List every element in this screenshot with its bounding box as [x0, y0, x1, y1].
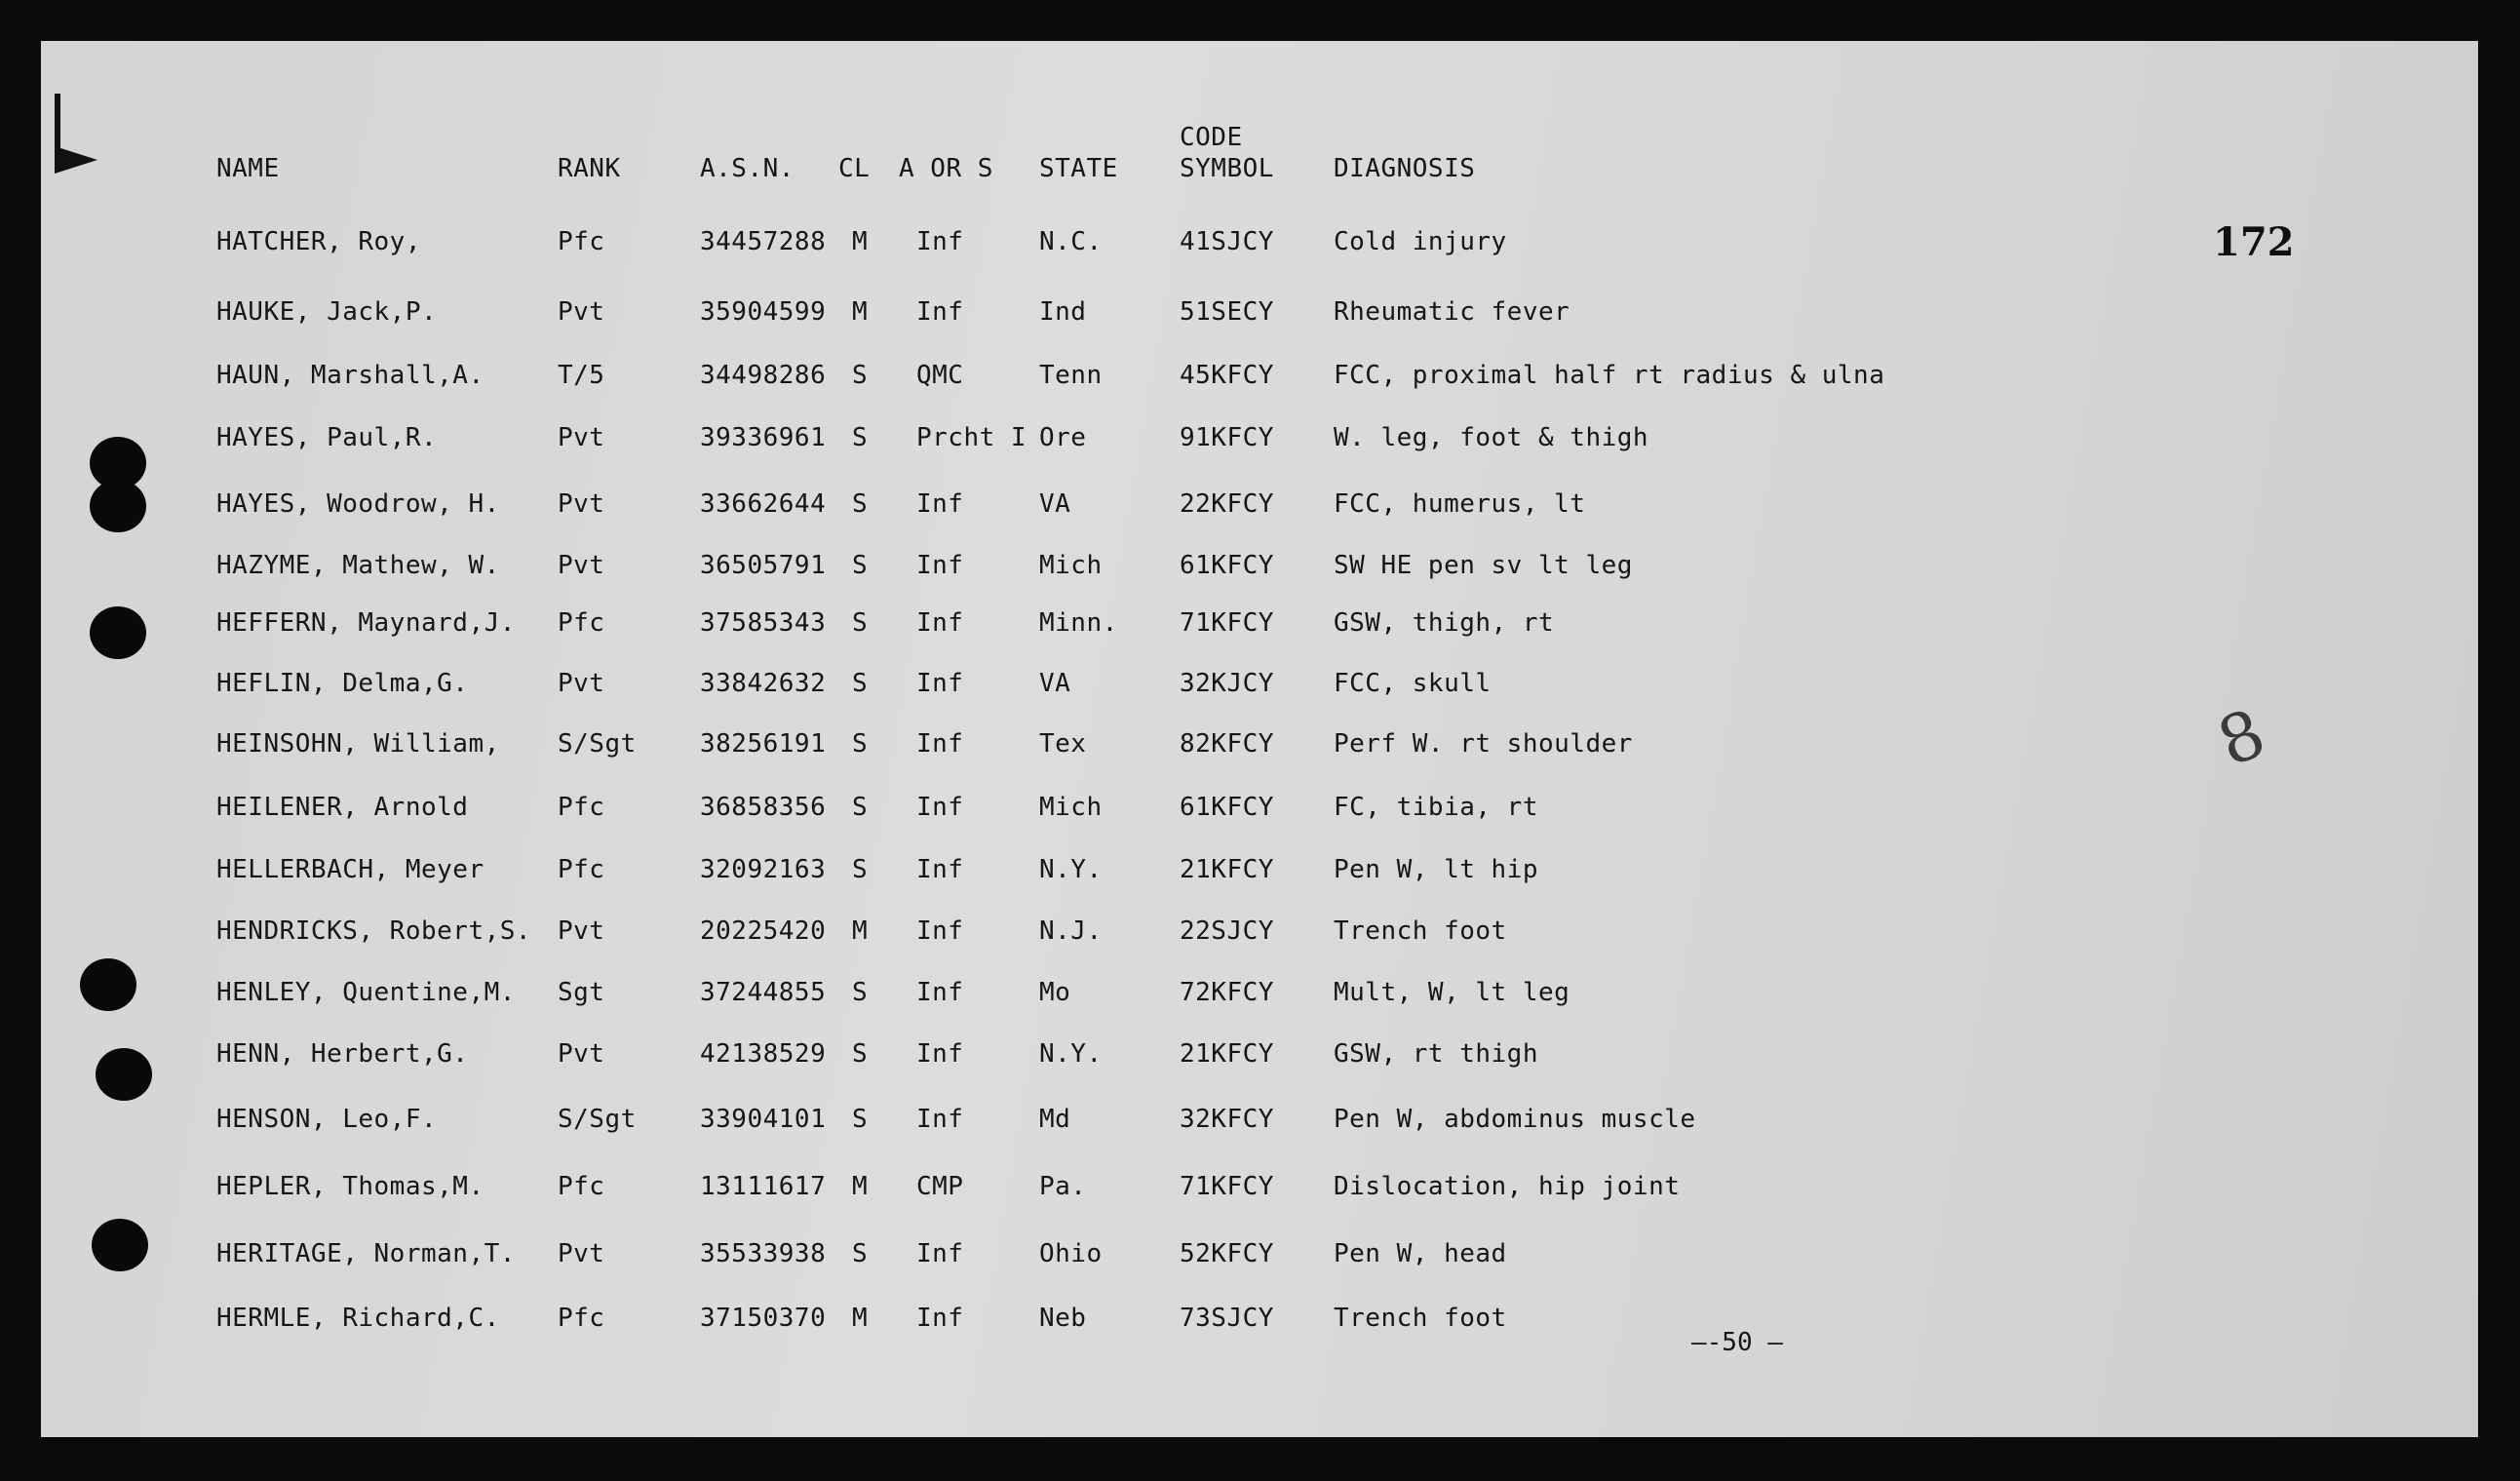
row-code: 61KFCY — [1180, 793, 1274, 822]
row-diagnosis: FCC, proximal half rt radius & ulna — [1334, 361, 1885, 390]
row-state: Mich — [1039, 551, 1103, 580]
row-name: HAYES, Woodrow, H. — [216, 489, 500, 519]
row-name: HERMLE, Richard,C. — [216, 1304, 500, 1333]
row-diagnosis: Pen W, head — [1334, 1239, 1507, 1268]
margin-tick — [55, 94, 60, 172]
row-asn: 42138529 — [700, 1039, 827, 1069]
row-state: N.J. — [1039, 916, 1103, 946]
row-state: Tex — [1039, 729, 1087, 759]
row-asn: 37244855 — [700, 978, 827, 1007]
row-asn: 36858356 — [700, 793, 827, 822]
header-cl: CL — [838, 154, 871, 183]
row-rank: Pfc — [558, 855, 605, 884]
row-code: 82KFCY — [1180, 729, 1274, 759]
row-cl: S — [852, 855, 869, 884]
punch-hole — [90, 606, 146, 659]
header-name: NAME — [216, 154, 280, 183]
row-name: HELLERBACH, Meyer — [216, 855, 485, 884]
row-name: HAUN, Marshall,A. — [216, 361, 485, 390]
row-a-or-s: Inf — [916, 297, 964, 327]
row-a-or-s: CMP — [916, 1172, 964, 1201]
row-cl: M — [852, 227, 869, 256]
row-a-or-s: Inf — [916, 551, 964, 580]
row-name: HENSON, Leo,F. — [216, 1105, 438, 1134]
row-rank: Sgt — [558, 978, 605, 1007]
row-a-or-s: Inf — [916, 729, 964, 759]
row-code: 41SJCY — [1180, 227, 1274, 256]
header-diagnosis: DIAGNOSIS — [1334, 154, 1476, 183]
row-a-or-s: Inf — [916, 978, 964, 1007]
row-asn: 34498286 — [700, 361, 827, 390]
row-diagnosis: W. leg, foot & thigh — [1334, 423, 1649, 452]
row-rank: Pfc — [558, 227, 605, 256]
row-asn: 32092163 — [700, 855, 827, 884]
row-a-or-s: Inf — [916, 227, 964, 256]
row-cl: S — [852, 729, 869, 759]
row-asn: 33904101 — [700, 1105, 827, 1134]
row-code: 32KFCY — [1180, 1105, 1274, 1134]
row-name: HAYES, Paul,R. — [216, 423, 438, 452]
row-a-or-s: Inf — [916, 793, 964, 822]
row-rank: S/Sgt — [558, 1105, 637, 1134]
row-a-or-s: Inf — [916, 608, 964, 638]
row-name: HERITAGE, Norman,T. — [216, 1239, 516, 1268]
row-rank: Pfc — [558, 793, 605, 822]
row-a-or-s: Prcht I — [916, 423, 1027, 452]
row-a-or-s: Inf — [916, 916, 964, 946]
row-asn: 36505791 — [700, 551, 827, 580]
row-state: Ore — [1039, 423, 1087, 452]
row-state: Minn. — [1039, 608, 1118, 638]
row-diagnosis: Pen W, abdominus muscle — [1334, 1105, 1696, 1134]
row-state: Pa. — [1039, 1172, 1087, 1201]
row-code: 61KFCY — [1180, 551, 1274, 580]
row-code: 73SJCY — [1180, 1304, 1274, 1333]
row-cl: M — [852, 1172, 869, 1201]
row-cl: S — [852, 1239, 869, 1268]
row-code: 22SJCY — [1180, 916, 1274, 946]
row-diagnosis: FC, tibia, rt — [1334, 793, 1538, 822]
punch-hole — [96, 1048, 152, 1101]
margin-arrow-icon — [55, 146, 97, 174]
row-a-or-s: Inf — [916, 1304, 964, 1333]
row-state: Mich — [1039, 793, 1103, 822]
row-name: HENLEY, Quentine,M. — [216, 978, 516, 1007]
row-name: HENN, Herbert,G. — [216, 1039, 469, 1069]
row-a-or-s: Inf — [916, 1105, 964, 1134]
header-state: STATE — [1039, 154, 1118, 183]
row-asn: 33662644 — [700, 489, 827, 519]
row-diagnosis: Trench foot — [1334, 1304, 1507, 1333]
row-a-or-s: Inf — [916, 1239, 964, 1268]
punch-hole — [80, 958, 136, 1011]
row-rank: Pvt — [558, 489, 605, 519]
row-asn: 20225420 — [700, 916, 827, 946]
row-state: Md — [1039, 1105, 1071, 1134]
row-diagnosis: GSW, thigh, rt — [1334, 608, 1555, 638]
row-asn: 34457288 — [700, 227, 827, 256]
row-asn: 33842632 — [700, 669, 827, 698]
row-name: HENDRICKS, Robert,S. — [216, 916, 532, 946]
row-diagnosis: GSW, rt thigh — [1334, 1039, 1538, 1069]
row-cl: S — [852, 423, 869, 452]
row-code: 32KJCY — [1180, 669, 1274, 698]
row-a-or-s: Inf — [916, 1039, 964, 1069]
row-name: HAZYME, Mathew, W. — [216, 551, 500, 580]
row-name: HEPLER, Thomas,M. — [216, 1172, 485, 1201]
row-asn: 38256191 — [700, 729, 827, 759]
header-code: CODE — [1180, 123, 1243, 152]
row-asn: 13111617 — [700, 1172, 827, 1201]
row-state: VA — [1039, 489, 1071, 519]
handwritten-mark: 8 — [2207, 694, 2276, 783]
row-state: Ind — [1039, 297, 1087, 327]
row-asn: 39336961 — [700, 423, 827, 452]
row-cl: S — [852, 1039, 869, 1069]
row-cl: S — [852, 551, 869, 580]
footer-page-label: —-50 — — [1691, 1328, 1783, 1357]
row-name: HEFLIN, Delma,G. — [216, 669, 469, 698]
row-code: 21KFCY — [1180, 855, 1274, 884]
row-name: HAUKE, Jack,P. — [216, 297, 438, 327]
row-cl: S — [852, 978, 869, 1007]
punch-hole — [90, 480, 146, 532]
row-diagnosis: Dislocation, hip joint — [1334, 1172, 1681, 1201]
header-symbol: SYMBOL — [1180, 154, 1274, 183]
row-state: Mo — [1039, 978, 1071, 1007]
row-diagnosis: SW HE pen sv lt leg — [1334, 551, 1633, 580]
row-name: HEFFERN, Maynard,J. — [216, 608, 516, 638]
row-name: HATCHER, Roy, — [216, 227, 421, 256]
row-a-or-s: QMC — [916, 361, 964, 390]
row-rank: Pvt — [558, 916, 605, 946]
row-state: N.Y. — [1039, 1039, 1103, 1069]
row-rank: Pvt — [558, 1239, 605, 1268]
row-code: 51SECY — [1180, 297, 1274, 327]
row-state: Neb — [1039, 1304, 1087, 1333]
row-rank: Pvt — [558, 551, 605, 580]
row-name: HEINSOHN, William, — [216, 729, 500, 759]
row-a-or-s: Inf — [916, 669, 964, 698]
row-diagnosis: Trench foot — [1334, 916, 1507, 946]
row-rank: Pvt — [558, 1039, 605, 1069]
row-state: N.C. — [1039, 227, 1103, 256]
row-a-or-s: Inf — [916, 489, 964, 519]
row-rank: Pvt — [558, 297, 605, 327]
page-number: 172 — [2213, 219, 2295, 265]
row-rank: Pvt — [558, 423, 605, 452]
row-code: 71KFCY — [1180, 608, 1274, 638]
row-name: HEILENER, Arnold — [216, 793, 469, 822]
row-a-or-s: Inf — [916, 855, 964, 884]
row-rank: Pfc — [558, 608, 605, 638]
row-cl: S — [852, 489, 869, 519]
header-a-or-s: A OR S — [899, 154, 993, 183]
row-rank: Pfc — [558, 1172, 605, 1201]
row-asn: 37150370 — [700, 1304, 827, 1333]
row-diagnosis: Rheumatic fever — [1334, 297, 1570, 327]
row-code: 91KFCY — [1180, 423, 1274, 452]
row-cl: M — [852, 1304, 869, 1333]
row-code: 71KFCY — [1180, 1172, 1274, 1201]
row-code: 21KFCY — [1180, 1039, 1274, 1069]
row-cl: S — [852, 669, 869, 698]
row-rank: Pvt — [558, 669, 605, 698]
row-diagnosis: Pen W, lt hip — [1334, 855, 1538, 884]
punch-hole — [92, 1219, 148, 1271]
row-code: 52KFCY — [1180, 1239, 1274, 1268]
header-asn: A.S.N. — [700, 154, 795, 183]
row-cl: S — [852, 361, 869, 390]
row-diagnosis: Perf W. rt shoulder — [1334, 729, 1633, 759]
row-state: VA — [1039, 669, 1071, 698]
row-asn: 35904599 — [700, 297, 827, 327]
row-cl: S — [852, 1105, 869, 1134]
row-cl: S — [852, 793, 869, 822]
row-cl: M — [852, 297, 869, 327]
header-rank: RANK — [558, 154, 621, 183]
row-rank: S/Sgt — [558, 729, 637, 759]
row-diagnosis: Mult, W, lt leg — [1334, 978, 1570, 1007]
row-asn: 37585343 — [700, 608, 827, 638]
row-state: Tenn — [1039, 361, 1103, 390]
row-diagnosis: FCC, skull — [1334, 669, 1492, 698]
row-code: 72KFCY — [1180, 978, 1274, 1007]
row-cl: M — [852, 916, 869, 946]
row-diagnosis: Cold injury — [1334, 227, 1507, 256]
row-asn: 35533938 — [700, 1239, 827, 1268]
row-code: 45KFCY — [1180, 361, 1274, 390]
row-rank: T/5 — [558, 361, 605, 390]
row-code: 22KFCY — [1180, 489, 1274, 519]
row-state: Ohio — [1039, 1239, 1103, 1268]
row-rank: Pfc — [558, 1304, 605, 1333]
row-diagnosis: FCC, humerus, lt — [1334, 489, 1586, 519]
row-state: N.Y. — [1039, 855, 1103, 884]
row-cl: S — [852, 608, 869, 638]
